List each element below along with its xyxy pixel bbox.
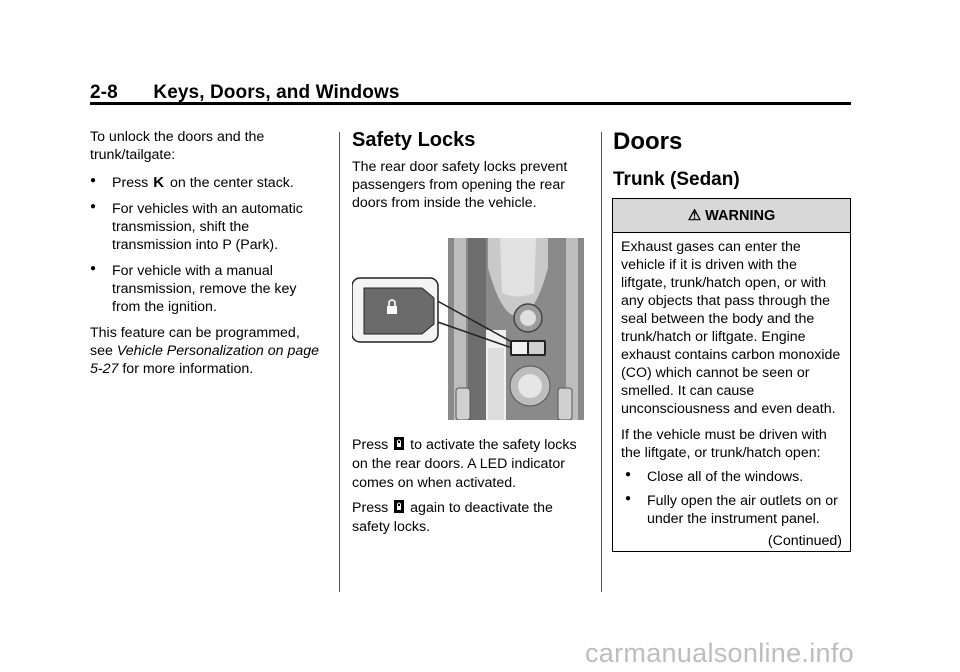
- list-item: ● Press K on the center stack.: [90, 174, 294, 191]
- warning-title: WARNING: [705, 208, 776, 224]
- section-title: Keys, Doors, and Windows: [153, 82, 400, 103]
- warning-icon: ⚠: [687, 207, 702, 224]
- column-divider: [601, 132, 602, 592]
- key-unlock-icon: K: [153, 174, 165, 191]
- page-header: [90, 82, 400, 104]
- column-3: [613, 128, 853, 192]
- warning-text-2: If the vehicle must be driven with the liftgate, or trunk/hatch open:: [621, 427, 827, 461]
- trunk-heading: Trunk (Sedan): [613, 169, 740, 190]
- safety-locks-heading: Safety Locks: [352, 129, 476, 151]
- page-number: 2-8: [90, 82, 118, 103]
- bullet-icon: ●: [90, 175, 97, 186]
- continued-label: (Continued): [767, 533, 842, 549]
- safety-locks-intro: The rear door safety locks prevent passengers from opening the rear doors from inside the vehicle.: [352, 159, 568, 211]
- warning-header: [613, 199, 850, 233]
- warning-body: [613, 233, 850, 550]
- warning-box: [612, 198, 851, 552]
- child-lock-icon: [394, 500, 404, 513]
- child-lock-icon: [394, 437, 404, 450]
- list-item: ● Close all of the windows.: [625, 468, 842, 486]
- bullet-icon: ●: [90, 263, 97, 274]
- column-2: [352, 128, 587, 537]
- column-divider: [339, 132, 340, 592]
- note-text: This feature can be programmed, see Vehicle Personalization on page 5-27 for more information.: [90, 325, 320, 377]
- safety-lock-illustration: [352, 238, 584, 420]
- list-item: ● For vehicle with a manual transmission, remove the key from the ignition.: [90, 262, 326, 316]
- watermark: carmanualsonline.info: [585, 638, 854, 668]
- list-item: ● Fully open the air outlets on or under the instrument panel.: [625, 492, 842, 528]
- header-rule: [90, 102, 851, 105]
- bullet-icon: ●: [625, 493, 632, 504]
- list-item: ● For vehicles with an automatic transmission, shift the transmission into P (Park).: [90, 200, 326, 254]
- warning-text: Exhaust gases can enter the vehicle if it is driven with the liftgate, trunk/hatch open, or with any objects that pass through the seal between the body and the trunk/hatch or liftgate. Engine exhaust contains carbon monoxide (CO) which cannot be seen or smelled. It can cause unconsciousness and even death.: [621, 239, 841, 417]
- doors-heading: Doors: [613, 128, 683, 155]
- bullet-icon: ●: [90, 201, 97, 212]
- activate-text: Press to activate the safety locks on the rear doors. A LED indicator comes on when activated.: [352, 437, 577, 491]
- cross-reference-link[interactable]: Vehicle Personalization on page 5-27: [90, 343, 320, 377]
- bullet-icon: ●: [625, 469, 632, 480]
- intro-text: To unlock the doors and the trunk/tailgate:: [90, 129, 265, 163]
- deactivate-text: Press again to deactivate the safety locks.: [352, 500, 553, 535]
- column-1: [90, 128, 326, 378]
